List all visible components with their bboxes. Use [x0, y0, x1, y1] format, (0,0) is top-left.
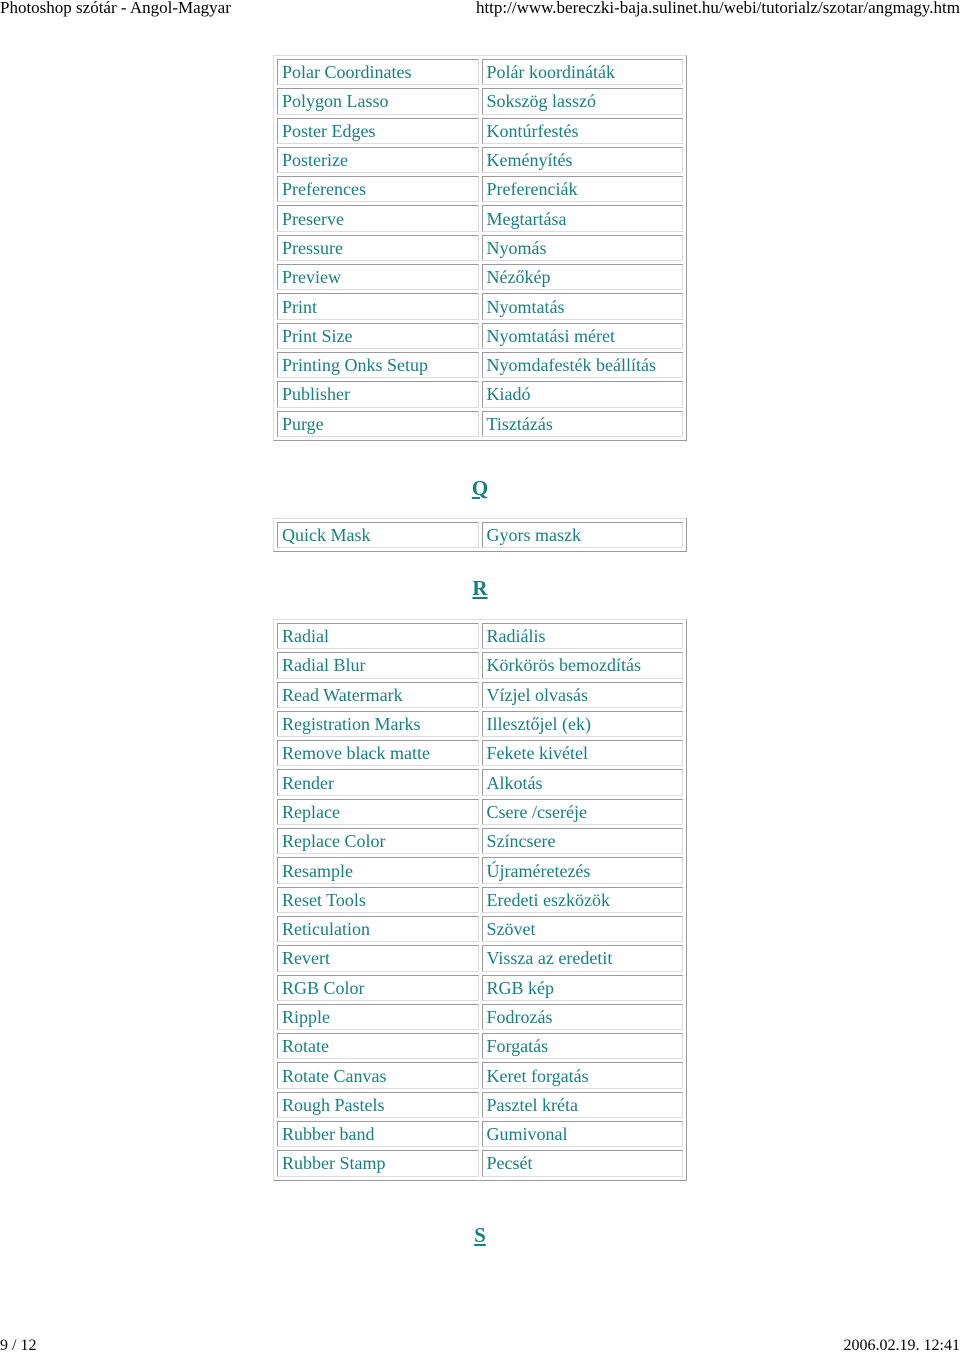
english-term: Polar Coordinates: [277, 59, 479, 85]
table-row: [277, 945, 683, 971]
english-term: Print Size: [277, 323, 479, 349]
page-header-url: http://www.bereczki-baja.sulinet.hu/webi/tutorialz/szotar/angmagy.htm: [475, 0, 960, 17]
table-row: [277, 235, 683, 261]
table-row: [277, 857, 683, 883]
english-term: Rubber band: [277, 1121, 479, 1147]
table-row: [277, 740, 683, 766]
english-term: Preview: [277, 264, 479, 290]
hungarian-term: Színcsere: [482, 828, 684, 854]
english-term: Publisher: [277, 381, 479, 407]
table-row: [277, 293, 683, 319]
hungarian-term: Körkörös bemozdítás: [482, 652, 684, 678]
hungarian-term: Gyors maszk: [482, 522, 684, 548]
dictionary-table-p: [273, 55, 687, 441]
english-term: Preferences: [277, 176, 479, 202]
table-row: [277, 1092, 683, 1118]
table-row: [277, 1004, 683, 1030]
hungarian-term: Sokszög lasszó: [482, 88, 684, 114]
section-letter-q[interactable]: Q: [471, 476, 489, 500]
english-term: Reset Tools: [277, 887, 479, 913]
table-row: [277, 522, 683, 548]
english-term: Quick Mask: [277, 522, 479, 548]
english-term: Purge: [277, 411, 479, 437]
english-term: Printing Onks Setup: [277, 352, 479, 378]
hungarian-term: Nyomtatás: [482, 293, 684, 319]
english-term: Print: [277, 293, 479, 319]
english-term: Ripple: [277, 1004, 479, 1030]
hungarian-term: Újraméretezés: [482, 857, 684, 883]
page-header-title: Photoshop szótár - Angol-Magyar: [0, 0, 231, 17]
hungarian-term: Polár koordináták: [482, 59, 684, 85]
section-letter-r[interactable]: R: [472, 576, 488, 600]
english-term: Resample: [277, 857, 479, 883]
section-letter-s[interactable]: S: [474, 1223, 486, 1247]
english-term: Registration Marks: [277, 711, 479, 737]
english-term: Preserve: [277, 205, 479, 231]
english-term: Radial Blur: [277, 652, 479, 678]
table-row: [277, 652, 683, 678]
english-term: Replace: [277, 799, 479, 825]
english-term: RGB Color: [277, 975, 479, 1001]
hungarian-term: Radiális: [482, 623, 684, 649]
table-row: [277, 323, 683, 349]
hungarian-term: Kontúrfestés: [482, 118, 684, 144]
table-row: [277, 59, 683, 85]
hungarian-term: Fodrozás: [482, 1004, 684, 1030]
hungarian-term: Alkotás: [482, 769, 684, 795]
print-datetime: 2006.02.19. 12:41: [843, 1337, 960, 1354]
table-row: [277, 769, 683, 795]
page-number: 9 / 12: [0, 1337, 37, 1354]
english-term: Rubber Stamp: [277, 1150, 479, 1176]
hungarian-term: Megtartása: [482, 205, 684, 231]
hungarian-term: Szövet: [482, 916, 684, 942]
english-term: Posterize: [277, 147, 479, 173]
table-row: [277, 205, 683, 231]
english-term: Render: [277, 769, 479, 795]
hungarian-term: Vissza az eredetit: [482, 945, 684, 971]
english-term: Polygon Lasso: [277, 88, 479, 114]
hungarian-term: Nyomdafesték beállítás: [482, 352, 684, 378]
hungarian-term: Nézőkép: [482, 264, 684, 290]
hungarian-term: Gumivonal: [482, 1121, 684, 1147]
table-row: [277, 916, 683, 942]
table-row: [277, 352, 683, 378]
table-row: [277, 828, 683, 854]
english-term: Radial: [277, 623, 479, 649]
table-row: [277, 1033, 683, 1059]
table-row: [277, 975, 683, 1001]
hungarian-term: Preferenciák: [482, 176, 684, 202]
table-row: [277, 799, 683, 825]
hungarian-term: Illesztőjel (ek): [482, 711, 684, 737]
english-term: Reticulation: [277, 916, 479, 942]
english-term: Revert: [277, 945, 479, 971]
table-row: [277, 711, 683, 737]
english-term: Poster Edges: [277, 118, 479, 144]
hungarian-term: Nyomtatási méret: [482, 323, 684, 349]
english-term: Replace Color: [277, 828, 479, 854]
hungarian-term: Vízjel olvasás: [482, 682, 684, 708]
hungarian-term: Keret forgatás: [482, 1062, 684, 1088]
table-row: [277, 1150, 683, 1176]
hungarian-term: Tisztázás: [482, 411, 684, 437]
hungarian-term: Eredeti eszközök: [482, 887, 684, 913]
table-row: [277, 147, 683, 173]
english-term: Remove black matte: [277, 740, 479, 766]
table-row: [277, 381, 683, 407]
table-row: [277, 682, 683, 708]
english-term: Rough Pastels: [277, 1092, 479, 1118]
hungarian-term: Kiadó: [482, 381, 684, 407]
table-row: [277, 411, 683, 437]
table-row: [277, 264, 683, 290]
hungarian-term: Pecsét: [482, 1150, 684, 1176]
table-row: [277, 623, 683, 649]
english-term: Rotate: [277, 1033, 479, 1059]
table-row: [277, 1062, 683, 1088]
table-row: [277, 176, 683, 202]
hungarian-term: RGB kép: [482, 975, 684, 1001]
hungarian-term: Fekete kivétel: [482, 740, 684, 766]
table-row: [277, 88, 683, 114]
hungarian-term: Pasztel kréta: [482, 1092, 684, 1118]
hungarian-term: Csere /cseréje: [482, 799, 684, 825]
hungarian-term: Forgatás: [482, 1033, 684, 1059]
table-row: [277, 1121, 683, 1147]
dictionary-table-q: [273, 518, 687, 552]
english-term: Read Watermark: [277, 682, 479, 708]
english-term: Rotate Canvas: [277, 1062, 479, 1088]
table-row: [277, 887, 683, 913]
english-term: Pressure: [277, 235, 479, 261]
table-row: [277, 118, 683, 144]
hungarian-term: Keményítés: [482, 147, 684, 173]
dictionary-table-r: [273, 619, 687, 1181]
hungarian-term: Nyomás: [482, 235, 684, 261]
